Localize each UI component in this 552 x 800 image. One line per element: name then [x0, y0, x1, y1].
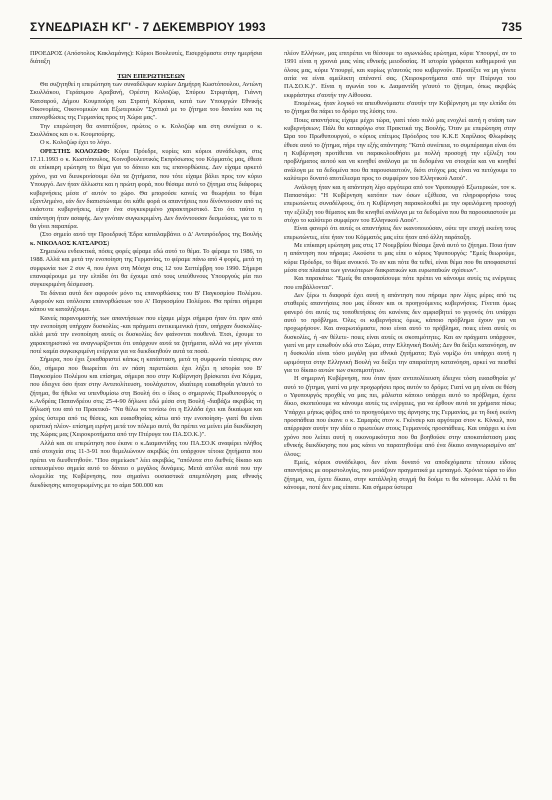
- left-column: [30, 50, 262, 790]
- page-number: 735: [501, 20, 522, 34]
- paragraph: Δεν ξέρω τι διαφορά έχει αυτή η απάντηση που πήραμε πριν λίγες μέρες από τις σταθερές απαντήσεις που μας έδιναν και οι προηγούμενες κυβερνήσεις. Γίνεται όμως φανερό ότι αυτές τις τοποθετήσεις ότι κανένας δεν αμφισβητεί το γεγονός ότι υπάρχει αυτό το πρόβλημα. Όλες οι κυβερνήσεις όμως, κάποιο πρόβλημα έχουν για να προχωρήσουν. Και αναρωτιόμαστε, ποιο είναι αυτό το πρόβλημα, ποιες είναι αυτές οι δυσκολίες, ή -αν θέλετε- ποιες είναι αυτές οι σκοπιμότητες. Και αν πράγματι υπάρχουν, γιατί να μην ειπωθούν εδώ στο Σώμα, στην Ελληνική Βουλή; Δεν θα δείξει κατανόηση, αν η δυσκολία είναι τόσο μεγάλη για εθνικά ζητήματα; Εγώ νομίζω ότι υπάρχει αυτή η ωριμότητα στην Ελληνική Βουλή να δείξει την απαραίτητη κατανόηση, αρκεί να πεισθεί για το δίκαιο αυτών των σκοπιμοτήτων.: [284, 291, 516, 375]
- section-heading: ΤΩΝ ΕΠΕΡΩΤΗΣΕΩΝ: [117, 72, 185, 80]
- paragraph: Ανάλογη ήταν και η απάντηση λίγο αργότερα από τον Υφυπουργό Εξωτερικών, τον κ. Παπαστάμο: "Η Κυβέρνηση κατόπιν των όσων εξέθεσα, να πληροφορήσω τους επερωτώντες συναδέλφους, ότι η Κυβέρνηση παρακολουθεί με την οφειλόμενη προσοχή την εξέλιξη του θέματος και θα κινηθεί ανάλογα με τα δεδομένα που θα παρουσιαστούν με στόχο το καλύτερο συμφέρον του Ελληνικού Λαού".: [284, 183, 516, 224]
- paragraph: Είναι φανερό ότι αυτές οι απαντήσεις δεν ικανοποιούσαν, ούτε την εποχή εκείνη τους επερωτώντες, είτε ήταν του Κόμματός μας είτε ήταν από άλλη παράταξη.: [284, 225, 516, 241]
- header-rule: [30, 38, 522, 39]
- page-header: [30, 16, 522, 34]
- chair-name: κ. ΝΙΚΟΛΑΟΣ ΚΑΤΣΑΡΟΣ: [30, 239, 108, 247]
- session-title: ΣΥΝΕΔΡΙΑΣΗ ΚΓ' - 7 ΔΕΚΕΜΒΡΙΟΥ 1993: [30, 20, 266, 34]
- paragraph: Θα συζητηθεί η επερώτηση των συναδέλφων κυρίων Δημήτρη Κωστόπουλου, Αντώνη Σκυλλάκου, Γεράσιμου Αραβανή, Ορέστη Κολοζώφ, Σπύρου Στριφτάρη, Γιάννη Κατσαρού, Δήμου Κουμπούρη και Στρατή Κόρακα, κατά των Υπουργών Εθνικής Οικονομίας, Οικονομικών και Εξωτερικών "Σχετικά με το ζήτημα του δανείου και τις επανορθώσεις της Γερμανίας προς τη Χώρα μας".: [30, 81, 262, 122]
- speaker-paragraph: ΠΡΟΕΔΡΟΣ (Απόστολος Κακλαμάνης): Κύριοι Βουλευτές, Εισερχόμαστε στην ημερήσια διάταξη: [30, 50, 262, 66]
- chair-note-text: (Στο σημείο αυτό την Προεδρική Έδρα καταλαμβάνει ο Δ' Αντιπρόεδρος της Βουλής: [40, 231, 262, 239]
- right-column: [284, 50, 516, 790]
- paragraph: Ποιες απαντήσεις είχαμε μέχρι τώρα, γιατί τόσο πολύ μας ενοχλεί αυτή η στάση των κυβερνήσεων; Πάλι θα καταφύγω στα Πρακτικά της Βουλής. Όταν με επερώτηση στην Ώρα του Πρωθυπουργού, ο κύριος επίτιμος Πρόεδρος του Κ.Κ.Ε Χαρίλαος Φλωράκης έθεσε αυτό το ζήτημα, πήρε την εξής απάντηση: "Κατά συνέπεια, το συμπέρασμα είναι ότι η Κυβέρνηση προτίθεται να παρακολουθήσει με πολλή προσοχή την εξέλιξη του προβλήματος αυτού και να κινηθεί ανάλογα με τα δεδομένα να στοιχεία και να κινηθεί ανάλογα με τα δεδομένα που θα παρουσιαστούν, διότι στόχος μας είναι να πετύχουμε το καλύτερο δυνατό αποτέλεσμα προς το συμφέρον του Ελληνικού Λαού".: [284, 116, 516, 183]
- speaker-name: ΟΡΕΣΤΗΣ ΚΟΛΟΖΩΦ:: [40, 147, 110, 155]
- paragraph: Αλλά και σε επερώτηση που έκανε ο κ.Διαμαντίδης του ΠΑ.ΣΟ.Κ αναφέρει πλήθος από στοιχεία στις 11-3-91 που θεμελιώνουν ακριβώς ότι υπάρχουν τέτοια ζητήματα που πρέπει να διευθετηθούν. "Που σημείωσε" λέει ακριβώς, "απόλυτα στο διεθνές δίκαιο και εσπευσμένου σημεία αυτό το δάνειο ο μεγάλος δυνάμεις. Μετά απ'όλα αυτά που την ολομελία της Κυβέρνησης, που σημαίνει ουσιαστικά απεμπόληση μιας εθνικής διεκδίκησης κατοχυρωμένης με το αίμα 500.000 και: [30, 439, 262, 489]
- paragraph: Σήμερα, που έχει ξεκαθαριστεί κάπως η κατάσταση, μετά τη συμφωνία τέσσερις συν δύο, σήμερα που θεωρείται ότι εν πάση περιπτώσει έχει λήξει η ιστορία του Β' Παγκοσμίου Πολέμου και επίσημα, σήμερα που στην Κυβέρνηση βρίσκεται ένα Κόμμα, που έδειχνε όσο ήταν στην Αντιπολίτευση, τουλάχιστον, ιδιαίτερη ευαισθησία γι'αυτό το ζήτημα, θα ήθελα να υπενθυμίσω στη Βουλή ότι ο ίδιος ο σημερινός Πρωθυπουργός ο κ.Ανδρέας Παπανδρέου στις 25-4-90 δήλωνε εδώ μέσα στη Βουλή -διαβάζω ακριβώς τη δήλωσή του από τα Πρακτικά- "Να θέλω να τονίσω ότι η Ελλάδα έχει και δικαίωμα και χρέος ύστερα από τις θέσεις, και ευαισθησίας κάτω από την ενοποίηση- γιατί θα είναι οριστική πλέον- επίσημη ειρήνη μετά τον πόλεμο αυτό, θα πρέπει να μείνει μία διεκδίκηση της Χώρας μας (Χειροκροτήματα από την Πτέρυγα του ΠΑ.ΣΟ.Κ.)".: [30, 356, 262, 439]
- paragraph: Και παρακάτω: "Εμείς θα αποφασίσουμε πότε πρέπει να κάνουμε αυτές τις ενέργειες που επιβάλλονται".: [284, 275, 516, 291]
- paragraph: Επομένως, ήταν λογικό να απευθυνόμαστε σ'αυτήν την Κυβέρνηση με την ελπίδα ότι το ζήτημα θα πάρει το δρόμο της λύσης του.: [284, 100, 516, 116]
- paragraph: Σημειώνω ενδεικτικά, πόσες φορές φέραμε εδώ αυτό το θέμα. Το φέραμε το 1986, το 1988. Αλλά και μετά την ενοποίηση της Γερμανίας, το φέραμε πάνω από 4 φορές, μετά τη συμφωνία των 2 συν 4, που έγινε στη Μόσχα στις 12 του Σεπτέμβρη του 1990. Σήμερα επαναφέρουμε με την ελπίδα ότι θα έχουμε από τους υπεύθυνους Υπουργούς μία πιο συγκεκριμένη δέσμευση.: [30, 247, 262, 289]
- chair-note-end: ): [107, 239, 110, 247]
- paragraph: Την επερώτηση θα αναπτύξουν, πρώτος ο κ. Κολοζώφ και στη συνέχεια ο κ. Σκυλλάκος και ο κ. Κουμπούρης.: [30, 122, 262, 139]
- paragraph: Τα δάνεια αυτά δεν αφορούν μόνο τις επανορθώσεις του Β' Παγκοσμίου Πολέμου. Αφορούν και υπόλοιπα επανορθώσεων του Α' Παγκοσμίου Πολέμου. Θα πρέπει σήμερα κάπου να καταλήξουμε.: [30, 289, 262, 314]
- speech-paragraph: [30, 148, 262, 231]
- speech-text: Κύριε Πρόεδρε, κυρίες και κύριοι συνάδελφοι, στις 17.11.1993 ο κ. Κωστόπουλος, Κοινοβουλευτικός Εκπρόσωπος του Κόμματός μας, έθεσε σε επίκαιρη ερώτηση το θέμα για το δάνειο και τις επανορθώσεις. Δεν είχαμε αρκετό χρόνο, για να διευκρινίσουμε όλα τα ζητήματα, που τότε είχαμε βάλει προς τον κύριο Υπουργό. Δεν ήταν άλλωστε και η πρώτη φορά, που θέσαμε αυτό το ζήτημα στις διάφορες κυβερνήσεις μέσα σ' αυτόν το χώρο. Θα μπορούσε κανείς να θεωρήσει το θέμα εξαντλημένο, εάν δεν διαπιστώναμε ότι κάθε φορά οι απαντήσεις που δίνόντουσαν από τις εκάστοτε κυβερνήσεις, είχαν ένα συγκεκριμένο χαρακτηριστικό. Στο ότι ταύτα η απάντηση ήταν ασαφής. Δεν γινόταν συγκεκριμένη. Δεν δινόντουσαν δεσμεύσεις, για το τι θα γίνει παραπέρα.: [30, 147, 262, 230]
- paragraph: πλέον Ελλήνων, μας επιτρέπει να θέσουμε το αγωνιώδες ερώτημα, κύριε Υπουργέ, αν το 1991 είναι η χρονιά μιας νέας εθνικής μειοδοσίας. Η ιστορία γράφεται καθημερινά για όλους μας, κύριε Υπουργέ, και κυρίως γι'αυτούς που κυβερνούν. Προσέξτε να μη γίνετε αιτία να είναι αμείλικτη απέναντί σας. (Χειροκροτήματα από την Πτέρυγα του ΠΑ.ΣΟ.Κ.)". Είναι η αγωνία του κ. Διαμαντίδη γι'αυτό το ζήτημα, όπως ακριβώς εκφράστηκε σ'αυτήν την Αίθουσα.: [284, 50, 516, 99]
- chair-note: [30, 231, 262, 248]
- paragraph: Με επίκαιρη ερώτηση μας στις 17 Νοεμβρίου θέσαμε ξανά αυτό το ζήτημα. Ποια ήταν η απάντηση που πήραμε; Ακούστε τι μας είπε ο κύριος Υφυπουργός: "Εμείς θεωρούμε, κύριε Πρόεδρε, το θέμα ανοικτό. Το αν και πότε θα τεθεί, είναι θέμα που θα αποφασιστεί μέσα στα πλαίσια των γενικότερων διακρατικών και ευρωπαϊκών σχέσεων".: [284, 241, 516, 274]
- paragraph: Εμείς, κύριοι συνάδελφοι, δεν είναι δυνατό να αποδεχόμαστε τέτοιου είδους απαντήσεις με αοριστολογίες, που μοιάζουν πραγματικά με εμπαιγμό. Χρόνια τώρα το ίδιο ζήτημα, ναι, έχετε δίκαιο, στην κατάλληλη στιγμή θα δούμε τι θα κάνουμε. Αλλά τι θα κάνουμε, ποτέ δεν μας είπατε. Και σήμερα ύστερα: [284, 458, 516, 491]
- paragraph: Κανείς παρανομαστής των απαντήσεων που είχαμε μέχρι σήμερα ήταν ότι πριν από την ενοποίηση υπήρχαν δυσκολίες -και πράγματι αντικειμενικά ήταν, υπήρχαν δυσκολίες- αλλά μετά την ενοποίηση αυτές οι δυσκολίες δεν φαίνονται πουθενά. Έτσι, έχουμε το χαρακτηριστικό να αναγνωρίζονται ότι υπάρχουν αυτά τα ζητήματα, αλλά να μην γίνεται ποτέ καμία συγκεκριμένη ενέργεια για να διεκδικηθούν αυτά τα ποσά.: [30, 314, 262, 356]
- paragraph: Ο κ. Κολοζώφ έχει το λόγο.: [40, 139, 111, 147]
- paragraph: Η σημερινή Κυβέρνηση, που όταν ήταν αντιπολίτευση έδειχνε τόση ευαισθησία γι' αυτό το ζήτημα, γιατί να μην προχωρήσει προς αυτόν το δρόμο; Γιατί να μη είναι σε θέση ο Υφυπουργός προχθές να μας πει, μάλιστα κάποιο υπάρχει αυτό το πρόβλημα, έχετε δίκιο, σκοπεύουμε να κάνουμε αυτές τις ενέργειες, για να έρθουν αυτά τα χρήματα πίσω; Υπάρχει μήπως φόβος από το προηγούμενο της άρνησης της Γερμανίας, με τη δική εκείνη προσπάθεια που έκανε ο κ. Σαμαράς στον κ. Γκένσερ και αργότερα στον κ. Κίνκελ, που απέρριψαν αυτήν την ιδέα ο πρωτεύων στους Γερμανούς προσπάθειες. Και υπάρχει κι ένα χρόνο που λείπει αυτή η οικονομικότητα που θα βοηθούσε στην αποκατάσταση μιας εθνικής διεκδίκησης που μας κάνει να παραιτηθούμε από ένα δίκαιο αναγνωρισμένο απ' όλους;: [284, 375, 516, 458]
